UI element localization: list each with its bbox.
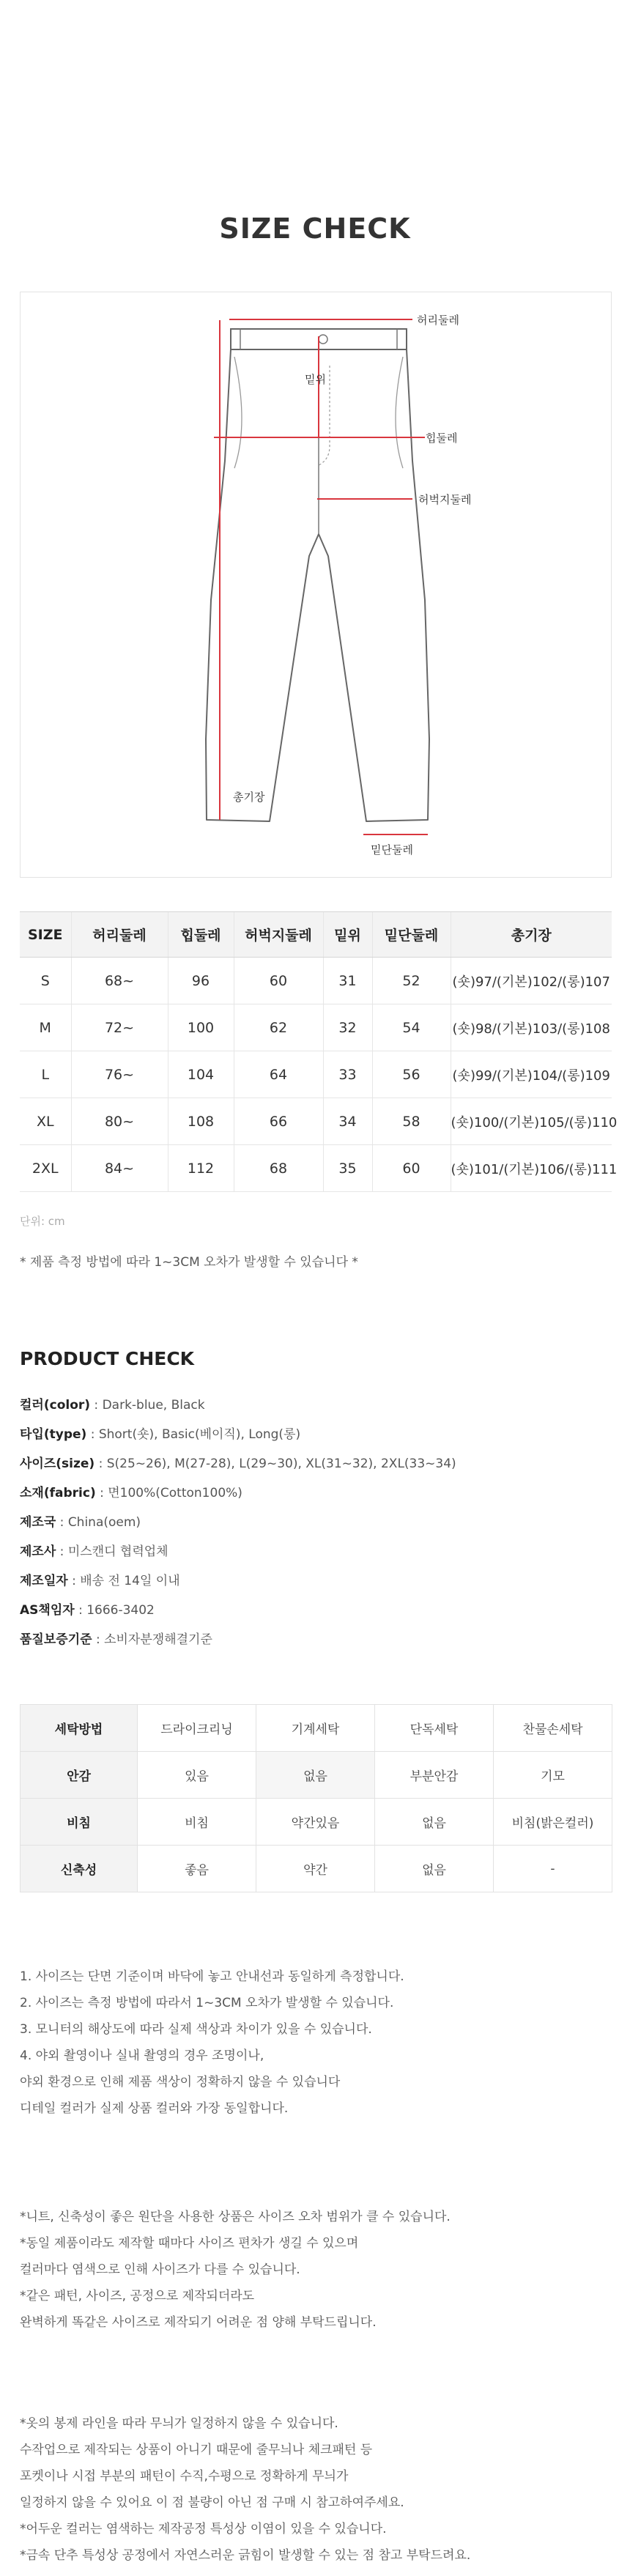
cell-hem: 58 [372, 1098, 451, 1145]
note-line: 수작업으로 제작되는 상품이 아니기 때문에 줄무늬나 체크패턴 등 [20, 2443, 373, 2457]
care-cell: 약간 [256, 1846, 375, 1892]
spec-value: : 미스캔디 협력업체 [56, 1544, 168, 1559]
header-total-length: 총기장 [451, 912, 612, 958]
spec-type [20, 1420, 606, 1449]
cell-size: M [20, 1004, 71, 1051]
care-cell: 없음 [375, 1799, 494, 1846]
care-row-label: 세탁방법 [21, 1705, 138, 1752]
care-cell: 비침 [138, 1799, 256, 1846]
cell-rise: 34 [323, 1098, 372, 1145]
table-row [21, 1705, 612, 1752]
spec-value: : Dark-blue, Black [90, 1398, 205, 1413]
care-row-label: 비침 [21, 1799, 138, 1846]
cell-hip: 104 [168, 1051, 234, 1098]
header-hem: 밑단둘레 [372, 912, 451, 958]
spec-value: : Short(숏), Basic(베이직), Long(롱) [86, 1427, 301, 1442]
cell-total-length: (숏)100/(기본)105/(롱)110 [451, 1098, 612, 1145]
note-line: 일정하지 않을 수 있어요 이 점 불량이 아닌 점 구매 시 참고하여주세요. [20, 2495, 404, 2510]
header-thigh: 허벅지둘레 [234, 912, 323, 958]
thigh-label: 허벅지둘레 [418, 493, 472, 506]
cell-thigh: 62 [234, 1004, 323, 1051]
unit-note: 단위: cm [20, 1215, 65, 1228]
cell-total-length: (숏)98/(기본)103/(롱)108 [451, 1004, 612, 1051]
cell-total-length: (숏)101/(기본)106/(롱)111 [451, 1145, 612, 1192]
length-label: 총기장 [233, 791, 265, 804]
cell-hem: 56 [372, 1051, 451, 1098]
cell-waist: 76~ [71, 1051, 168, 1098]
cell-hem: 54 [372, 1004, 451, 1051]
cell-thigh: 68 [234, 1145, 323, 1192]
note-line: *같은 패턴, 사이즈, 공정으로 제작되더라도 [20, 2289, 255, 2303]
cell-rise: 31 [323, 958, 372, 1004]
spec-value: : 1666-3402 [74, 1603, 155, 1618]
table-row [21, 1846, 612, 1892]
spec-value: : 배송 전 14일 이내 [67, 1574, 180, 1588]
spec-key: 타입(type) [20, 1427, 87, 1442]
measurement-notes [20, 1964, 613, 2122]
care-cell: 없음 [256, 1752, 375, 1799]
pants-size-diagram [20, 292, 612, 878]
spec-manufacturer [20, 1537, 606, 1566]
header-hip: 힙둘레 [168, 912, 234, 958]
spec-size [20, 1449, 606, 1478]
note-line: *옷의 봉제 라인을 따라 무늬가 일정하지 않을 수 있습니다. [20, 2416, 338, 2431]
cell-hip: 100 [168, 1004, 234, 1051]
note-line: 3. 모니터의 해상도에 따라 실제 색상과 차이가 있을 수 있습니다. [20, 2022, 372, 2037]
table-row [21, 1752, 612, 1799]
cell-total-length: (숏)97/(기본)102/(롱)107 [451, 958, 612, 1004]
note-line: 2. 사이즈는 측정 방법에 따라서 1~3CM 오차가 발생할 수 있습니다. [20, 1996, 394, 2010]
care-cell: 기모 [494, 1752, 612, 1799]
care-info-table [20, 1704, 612, 1892]
care-cell: - [494, 1846, 612, 1892]
cell-waist: 80~ [71, 1098, 168, 1145]
product-check-title: PRODUCT CHECK [20, 1348, 195, 1369]
cell-thigh: 64 [234, 1051, 323, 1098]
spec-fabric [20, 1478, 606, 1508]
care-cell: 있음 [138, 1752, 256, 1799]
table-row [20, 958, 612, 1004]
care-row-label: 신축성 [21, 1846, 138, 1892]
note-line: 컬러마다 염색으로 인해 사이즈가 다를 수 있습니다. [20, 2262, 300, 2277]
spec-as-contact [20, 1596, 606, 1625]
cell-thigh: 60 [234, 958, 323, 1004]
cell-rise: 35 [323, 1145, 372, 1192]
cell-hip: 108 [168, 1098, 234, 1145]
table-row [21, 1799, 612, 1846]
header-size: SIZE [20, 912, 71, 958]
care-cell: 부분안감 [375, 1752, 494, 1799]
cell-rise: 32 [323, 1004, 372, 1051]
header-waist: 허리둘레 [71, 912, 168, 958]
spec-key: 품질보증기준 [20, 1632, 92, 1647]
cell-hip: 112 [168, 1145, 234, 1192]
care-cell: 약간있음 [256, 1799, 375, 1846]
product-spec-list [20, 1391, 606, 1654]
spec-color [20, 1391, 606, 1420]
spec-key: 소재(fabric) [20, 1486, 96, 1500]
note-line: 디테일 컬러가 실제 상품 컬러와 가장 동일합니다. [20, 2101, 289, 2116]
rise-label: 밑위 [305, 373, 326, 386]
spec-value: : China(oem) [56, 1515, 141, 1530]
care-cell: 좋음 [138, 1846, 256, 1892]
cell-hip: 96 [168, 958, 234, 1004]
spec-key: 컬러(color) [20, 1398, 91, 1413]
care-cell: 비침(밝은컬러) [494, 1799, 612, 1846]
table-row [20, 1145, 612, 1192]
spec-key: 제조사 [20, 1544, 56, 1559]
spec-value: : S(25~26), M(27-28), L(29~30), XL(31~32), 2XL(33~34) [94, 1457, 456, 1471]
table-row [20, 1098, 612, 1145]
header-rise: 밑위 [323, 912, 372, 958]
care-cell: 찬물손세탁 [494, 1705, 612, 1752]
cell-hem: 60 [372, 1145, 451, 1192]
note-line: 포켓이나 시접 부분의 패턴이 수직,수평으로 정확하게 무늬가 [20, 2469, 349, 2484]
cell-size: L [20, 1051, 71, 1098]
cell-size: S [20, 958, 71, 1004]
waist-label: 허리둘레 [417, 314, 459, 327]
size-variance-notes [20, 2204, 613, 2336]
spec-value: : 면100%(Cotton100%) [95, 1486, 242, 1500]
measurement-error-note: * 제품 측정 방법에 따라 1~3CM 오차가 발생할 수 있습니다 * [20, 1255, 358, 1270]
note-line: *니트, 신축성이 좋은 원단을 사용한 상품은 사이즈 오차 범위가 클 수 있습니다. [20, 2210, 451, 2224]
cell-waist: 84~ [71, 1145, 168, 1192]
spec-key: AS책임자 [20, 1603, 75, 1618]
care-cell: 기계세탁 [256, 1705, 375, 1752]
table-row [20, 1004, 612, 1051]
hip-label: 힙둘레 [426, 432, 458, 445]
spec-key: 사이즈(size) [20, 1457, 95, 1471]
cell-size: XL [20, 1098, 71, 1145]
size-table-header [20, 912, 612, 958]
care-cell: 단독세탁 [375, 1705, 494, 1752]
spec-quality-standard [20, 1625, 606, 1654]
cell-waist: 72~ [71, 1004, 168, 1051]
cell-thigh: 66 [234, 1098, 323, 1145]
note-line: 완벽하게 똑같은 사이즈로 제작되기 어려운 점 양해 부탁드립니다. [20, 2315, 377, 2330]
spec-key: 제조일자 [20, 1574, 68, 1588]
spec-country [20, 1508, 606, 1537]
spec-value: : 소비자분쟁해결기준 [92, 1632, 212, 1647]
note-line: 4. 야외 촬영이나 실내 촬영의 경우 조명이나, [20, 2048, 264, 2063]
table-row [20, 1051, 612, 1098]
spec-manufacture-date [20, 1566, 606, 1596]
spec-key: 제조국 [20, 1515, 56, 1530]
size-check-title: SIZE CHECK [219, 212, 411, 245]
note-line: *금속 단추 특성상 공정에서 자연스러운 긁힘이 발생할 수 있는 점 참고 부탁드려요. [20, 2548, 471, 2563]
size-table [20, 911, 618, 1192]
cell-rise: 33 [323, 1051, 372, 1098]
care-row-label: 안감 [21, 1752, 138, 1799]
note-line: *동일 제품이라도 제작할 때마다 사이즈 편차가 생길 수 있으며 [20, 2236, 359, 2251]
cell-waist: 68~ [71, 958, 168, 1004]
care-cell: 없음 [375, 1846, 494, 1892]
note-line: *어두운 컬러는 염색하는 제작공정 특성상 이염이 있을 수 있습니다. [20, 2522, 387, 2536]
cell-size: 2XL [20, 1145, 71, 1192]
care-cell: 드라이크리닝 [138, 1705, 256, 1752]
cell-total-length: (숏)99/(기본)104/(롱)109 [451, 1051, 612, 1098]
note-line: 1. 사이즈는 단면 기준이며 바닥에 놓고 안내선과 동일하게 측정합니다. [20, 1969, 404, 1984]
note-line: 야외 환경으로 인해 제품 색상이 정확하지 않을 수 있습니다 [20, 2075, 341, 2090]
hem-label: 밑단둘레 [371, 843, 413, 856]
pattern-color-notes [20, 2410, 613, 2569]
cell-hem: 52 [372, 958, 451, 1004]
